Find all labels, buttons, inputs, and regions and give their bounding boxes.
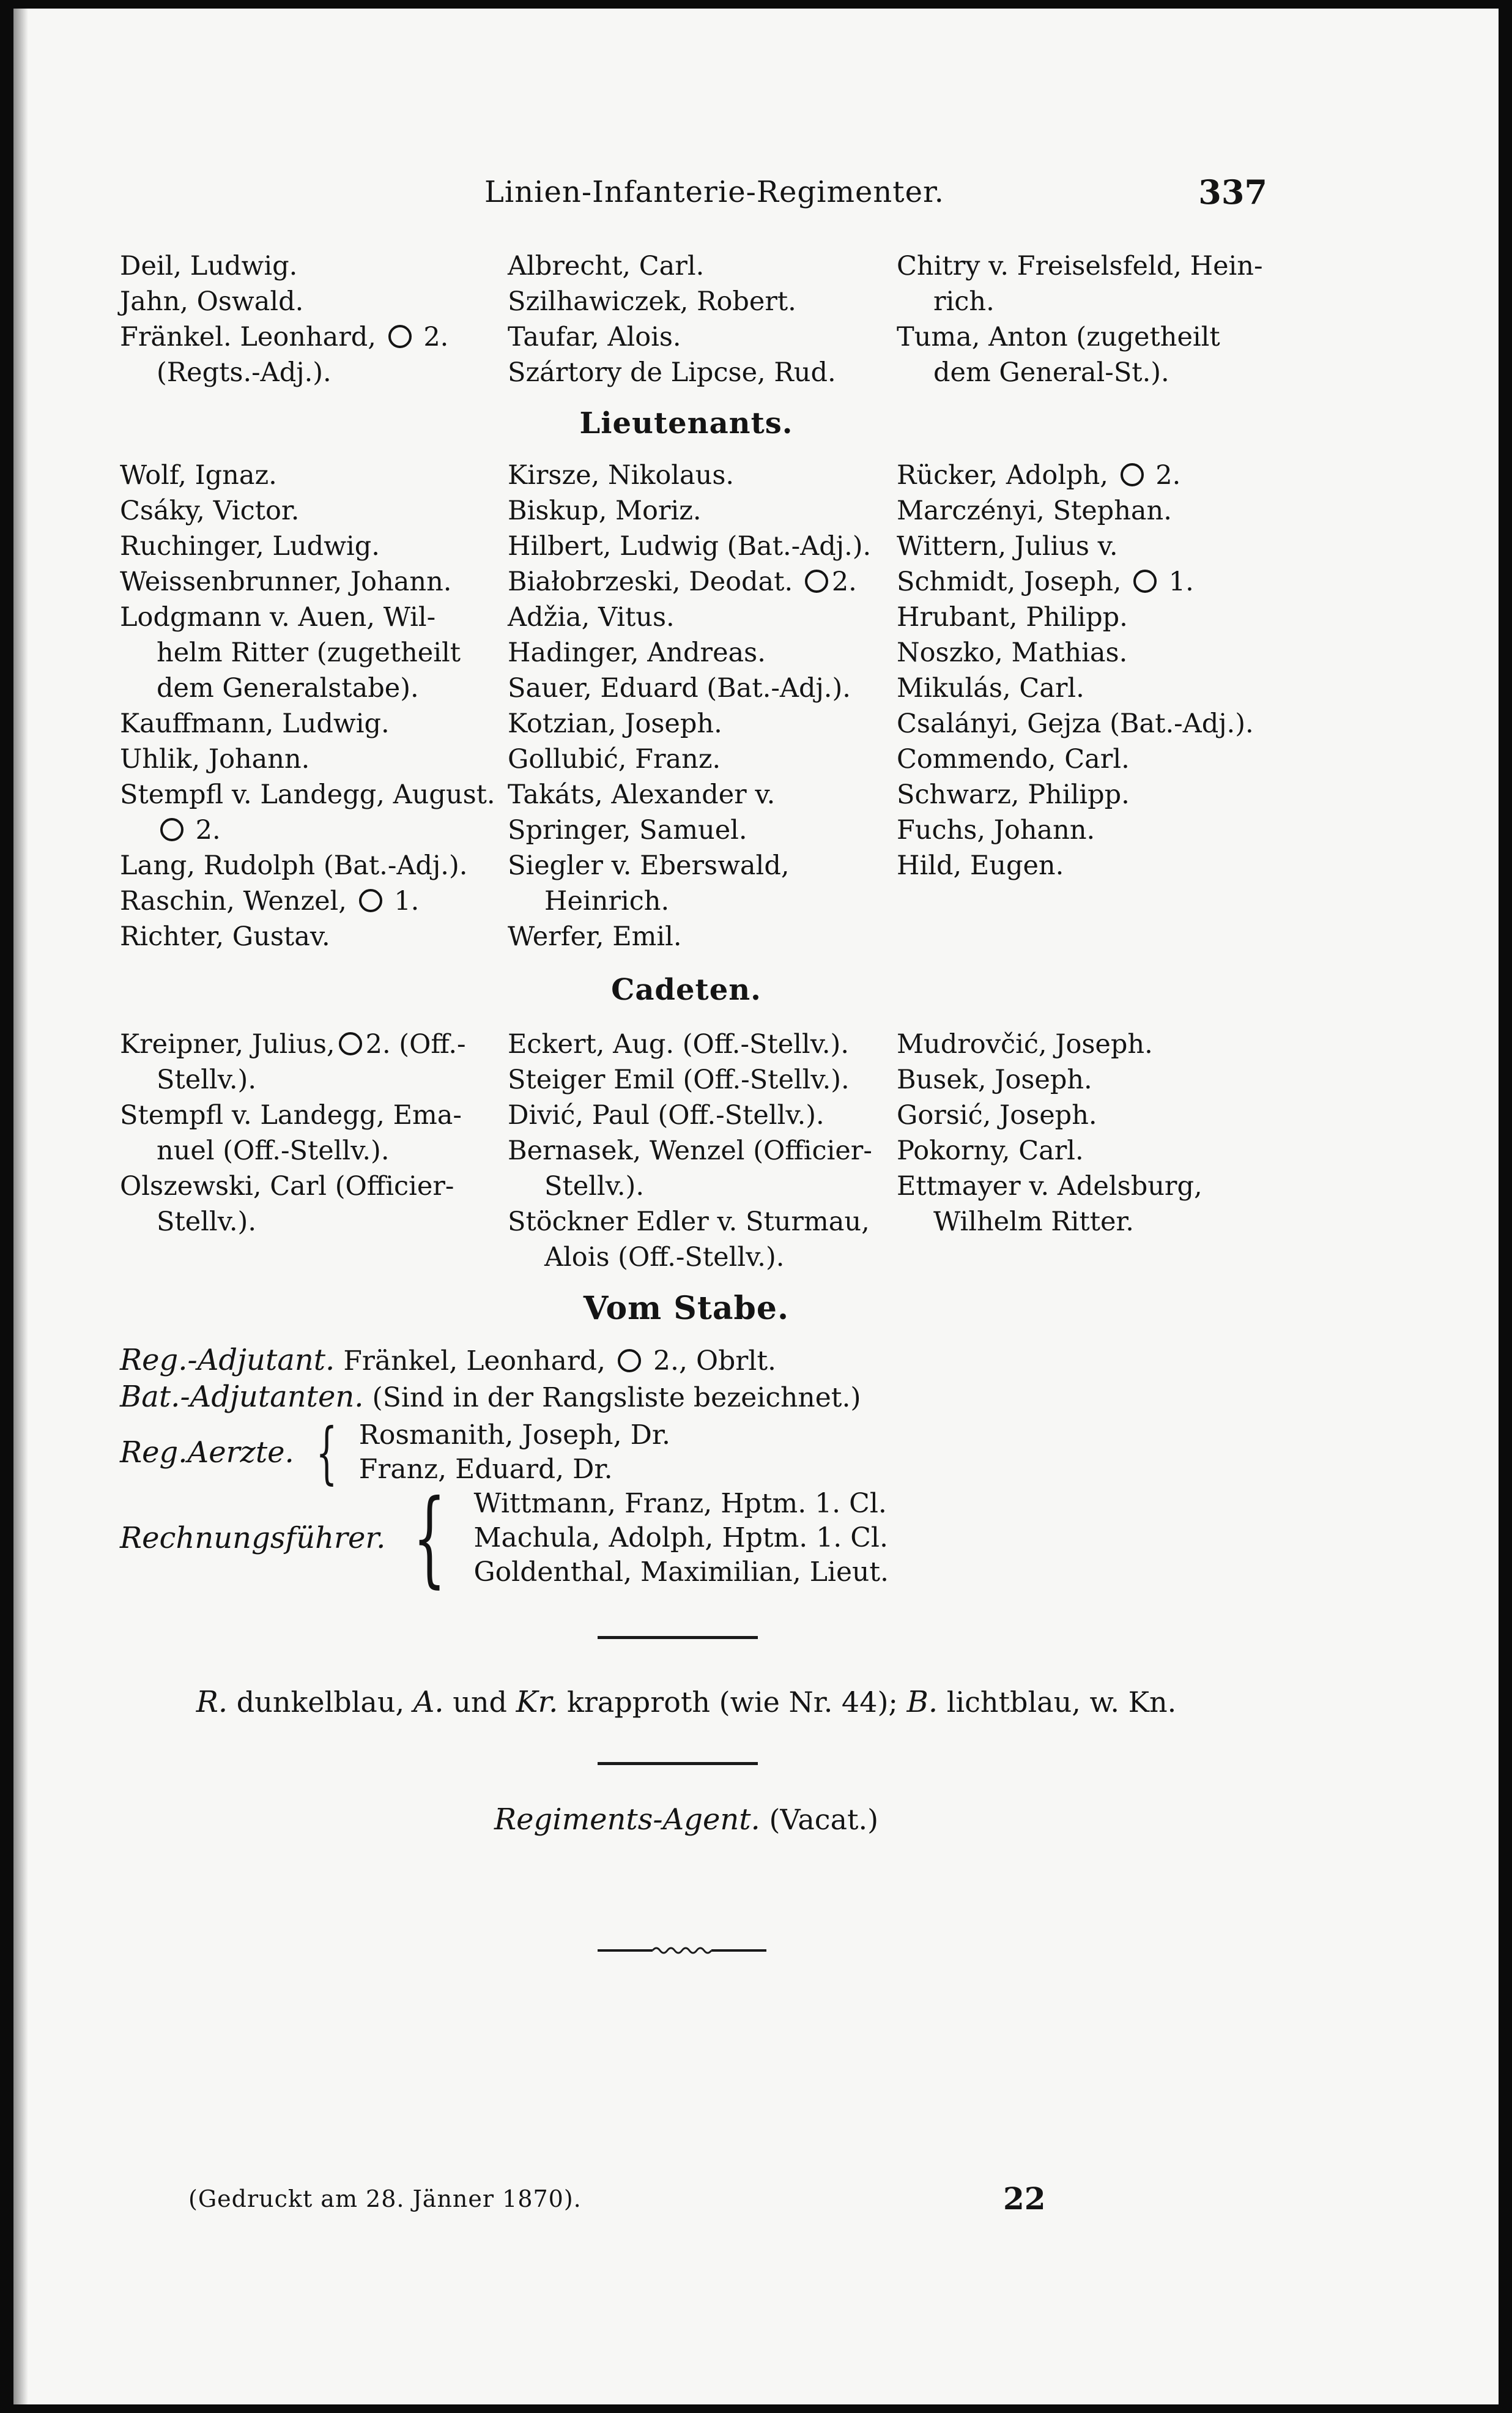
list-item: Wilhelm Ritter.: [933, 1206, 1134, 1237]
bat-adjutanten-label: Bat.-Adjutanten.: [120, 1380, 364, 1414]
list-item: helm Ritter (zugetheilt: [157, 638, 461, 668]
list-item: Rücker, Adolph, 2.: [897, 460, 1181, 491]
divider: [598, 1636, 758, 1639]
list-item: Biskup, Moriz.: [508, 496, 702, 526]
list-item: dem General-St.).: [933, 357, 1169, 388]
list-item: Wittern, Julius v.: [897, 531, 1118, 562]
list-item: Raschin, Wenzel, 1.: [120, 886, 420, 916]
cadeten-col-3: [897, 1027, 1271, 1240]
list-item: Schwarz, Philipp.: [897, 779, 1130, 810]
list-item: Jahn, Oswald.: [120, 286, 304, 317]
rechnungsfuehrer-list: [474, 1487, 889, 1589]
list-item: Lang, Rudolph (Bat.-Adj.).: [120, 850, 468, 881]
rechnungsfuehrer-label: Rechnungsführer.: [120, 1521, 386, 1555]
list-item: Divić, Paul (Off.-Stellv.).: [508, 1100, 825, 1131]
list-item: Białobrzeski, Deodat. 2.: [508, 567, 857, 597]
list-item: Stempfl v. Landegg, Ema-: [120, 1100, 462, 1131]
list-item: Szártory de Lipcse, Rud.: [508, 357, 836, 388]
list-item: Hrubant, Philipp.: [897, 602, 1128, 633]
list-item: Kauffmann, Ludwig.: [120, 708, 390, 739]
list-item: Adžia, Vitus.: [508, 602, 675, 633]
reg-aerzte-label: Reg.Aerzte.: [120, 1435, 294, 1470]
reg-adjutant-line: [120, 1342, 915, 1379]
list-item: Tuma, Anton (zugetheilt: [897, 322, 1220, 352]
order-circle-icon: [388, 325, 412, 348]
list-item: Machula, Adolph, Hptm. 1. Cl.: [473, 1522, 888, 1553]
list-item: Werfer, Emil.: [508, 921, 682, 952]
order-circle-icon: [359, 889, 382, 912]
list-item: Uhlik, Johann.: [120, 744, 310, 775]
list-item: Franz, Eduard, Dr.: [358, 1454, 613, 1485]
heading-cadeten: Cadeten.: [611, 973, 762, 1007]
list-item: nuel (Off.-Stellv.).: [157, 1136, 390, 1166]
reg-adjutant-name: Fränkel, Leonhard,: [343, 1345, 606, 1377]
order-circle-icon: [339, 1032, 362, 1055]
reg-adjutant-label: Reg.-Adjutant.: [120, 1343, 335, 1377]
list-item: Springer, Samuel.: [508, 815, 747, 846]
list-item: Ruchinger, Ludwig.: [120, 531, 380, 562]
list-item: Fuchs, Johann.: [897, 815, 1095, 846]
list-item: Taufar, Alois.: [508, 322, 681, 352]
order-circle-icon: [1133, 570, 1157, 593]
list-item: Kreipner, Julius, 2. (Off.-: [120, 1029, 466, 1060]
list-item: Pokorny, Carl.: [897, 1136, 1084, 1166]
list-item: Deil, Ludwig.: [120, 251, 298, 281]
order-circle-icon: [1121, 463, 1144, 486]
list-item: Stellv.).: [544, 1171, 644, 1202]
lieutenants-col-2: [508, 458, 875, 954]
list-item: Weissenbrunner, Johann.: [120, 567, 452, 597]
list-item: Gorsić, Joseph.: [897, 1100, 1097, 1131]
order-circle-icon: [805, 570, 828, 593]
list-item: Sauer, Eduard (Bat.-Adj.).: [508, 673, 851, 704]
agent-value: (Vacat.): [769, 1803, 879, 1836]
list-item: Mikulás, Carl.: [897, 673, 1084, 704]
list-item: (Regts.-Adj.).: [157, 357, 332, 388]
page-edge-shadow: [13, 9, 28, 2404]
bat-adjutanten-text: (Sind in der Rangsliste bezeichnet.): [372, 1382, 861, 1413]
list-item: Busek, Joseph.: [897, 1065, 1092, 1095]
list-item: Stellv.).: [157, 1206, 256, 1237]
list-item: Fränkel. Leonhard, 2.: [120, 322, 449, 352]
list-item: Steiger Emil (Off.-Stellv.).: [508, 1065, 850, 1095]
ornament-wave-icon: [598, 1943, 766, 1958]
sheet-signature: 22: [1003, 2181, 1046, 2217]
list-item: Rosmanith, Joseph, Dr.: [358, 1419, 671, 1451]
list-item: Albrecht, Carl.: [508, 251, 705, 281]
list-item: Goldenthal, Maximilian, Lieut.: [473, 1556, 889, 1588]
list-item: Wittmann, Franz, Hptm. 1. Cl.: [473, 1488, 887, 1519]
top-col-1: [120, 248, 480, 390]
top-col-3: [897, 248, 1271, 390]
list-item: Csáky, Victor.: [120, 496, 300, 526]
list-item: Commendo, Carl.: [897, 744, 1130, 775]
list-item: Kotzian, Joseph.: [508, 708, 722, 739]
reg-aerzte-list: [359, 1418, 670, 1487]
list-item: Heinrich.: [544, 886, 670, 916]
list-item: Lodgmann v. Auen, Wil-: [120, 602, 436, 633]
uniform-colors-line: R. dunkelblau, A. und Kr. krapproth (wie Nr. 44); B. lichtblau, w. Kn.: [196, 1685, 1177, 1719]
list-item: Takáts, Alexander v.: [508, 779, 776, 810]
list-item: Hadinger, Andreas.: [508, 638, 766, 668]
order-circle-icon: [618, 1349, 641, 1372]
heading-vom-stabe: Vom Stabe.: [583, 1290, 790, 1327]
order-circle-icon: [160, 818, 183, 841]
running-header: Linien-Infanterie-Regimenter.: [484, 175, 944, 209]
list-item: rich.: [933, 286, 995, 317]
cadeten-col-2: [508, 1027, 875, 1275]
list-item: 2.: [120, 812, 480, 848]
list-item: Hilbert, Ludwig (Bat.-Adj.).: [508, 531, 872, 562]
list-item: Stempfl v. Landegg, August.: [120, 779, 495, 810]
reg-adjutant-rank: 2., Obrlt.: [653, 1345, 777, 1377]
print-date: (Gedruckt am 28. Jänner 1870).: [188, 2185, 582, 2212]
list-item: Schmidt, Joseph, 1.: [897, 567, 1194, 597]
agent-label: Regiments-Agent.: [494, 1802, 760, 1837]
heading-lieutenants: Lieutenants.: [579, 406, 793, 441]
list-item: Hild, Eugen.: [897, 850, 1064, 881]
list-item: Stöckner Edler v. Sturmau,: [508, 1206, 870, 1237]
list-item: Kirsze, Nikolaus.: [508, 460, 735, 491]
list-item: Bernasek, Wenzel (Officier-: [508, 1136, 872, 1166]
list-item: Gollubić, Franz.: [508, 744, 721, 775]
list-item: dem Generalstabe).: [157, 673, 419, 704]
regiments-agent-line: [13, 1802, 1359, 1837]
list-item: Olszewski, Carl (Officier-: [120, 1171, 454, 1202]
bat-adjutanten-line: [120, 1379, 915, 1416]
list-item: Szilhawiczek, Robert.: [508, 286, 796, 317]
lieutenants-col-3: [897, 458, 1271, 883]
book-page: [13, 9, 1499, 2404]
list-item: Ettmayer v. Adelsburg,: [897, 1171, 1203, 1202]
page-number: 337: [1198, 173, 1267, 212]
brace-icon: {: [316, 1413, 338, 1492]
cadeten-col-1: [120, 1027, 480, 1240]
stabe-block: [120, 1342, 915, 1599]
list-item: Noszko, Mathias.: [897, 638, 1128, 668]
divider: [598, 1762, 758, 1765]
list-item: Siegler v. Eberswald,: [508, 850, 790, 881]
list-item: Chitry v. Freiselsfeld, Hein-: [897, 251, 1263, 281]
list-item: Stellv.).: [157, 1065, 256, 1095]
list-item: Alois (Off.-Stellv.).: [544, 1242, 785, 1273]
list-item: Richter, Gustav.: [120, 921, 330, 952]
list-item: Wolf, Ignaz.: [120, 460, 277, 491]
list-item: Mudrovčić, Joseph.: [897, 1029, 1153, 1060]
rechnungsfuehrer-group: [120, 1478, 915, 1599]
list-item: Marczényi, Stephan.: [897, 496, 1172, 526]
reg-aerzte-group: [120, 1413, 915, 1492]
list-item: Csalányi, Gejza (Bat.-Adj.).: [897, 708, 1254, 739]
list-item: Eckert, Aug. (Off.-Stellv.).: [508, 1029, 849, 1060]
top-col-2: [508, 248, 875, 390]
lieutenants-col-1: [120, 458, 495, 954]
brace-icon: {: [413, 1478, 447, 1599]
